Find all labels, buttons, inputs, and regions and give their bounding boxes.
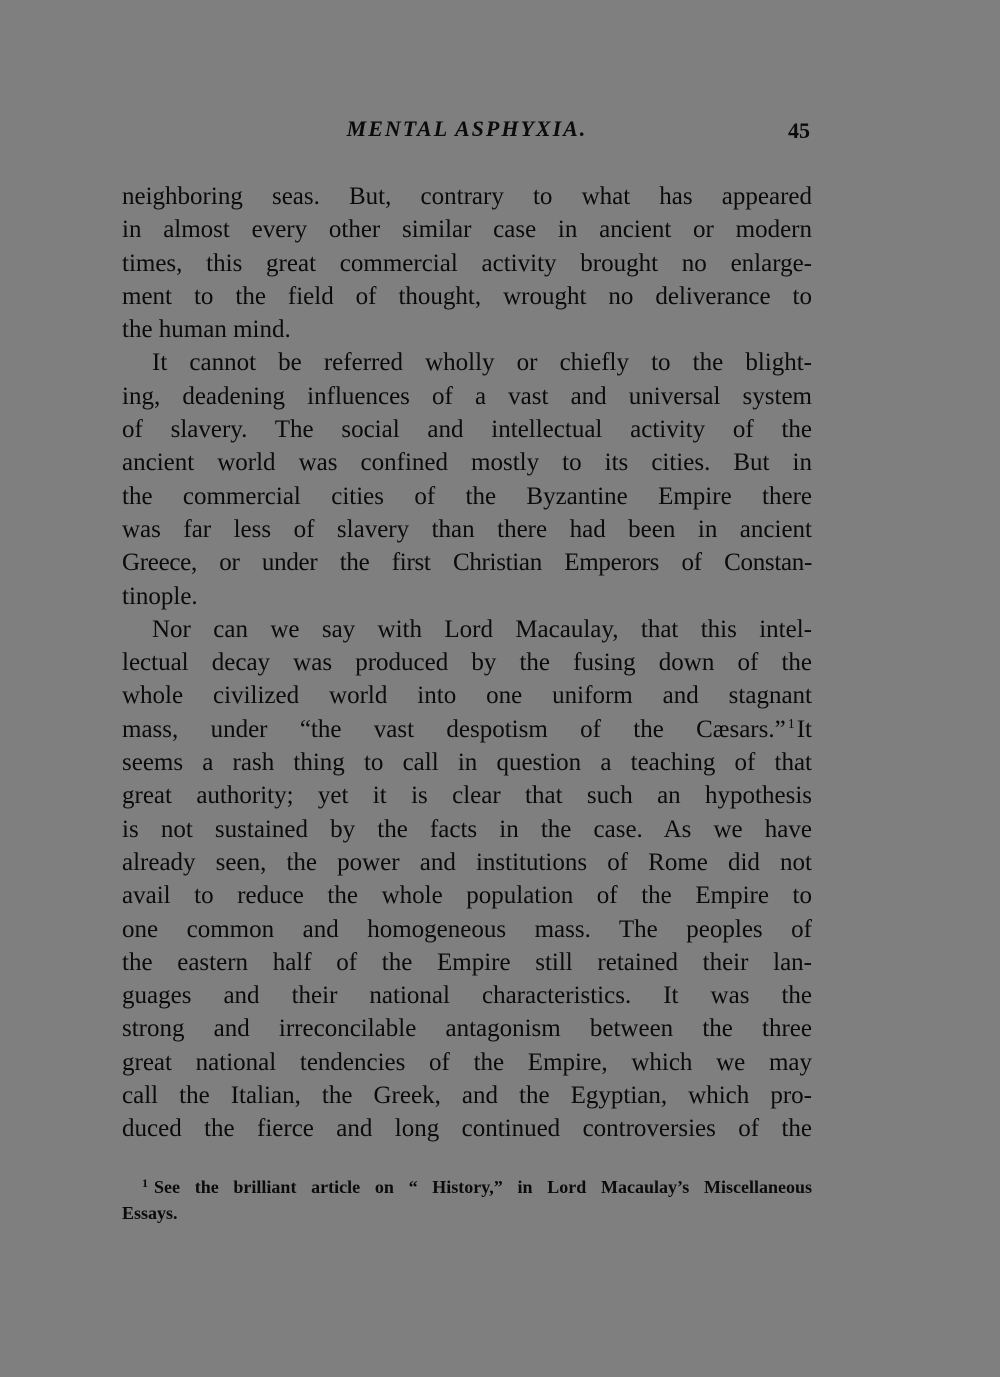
footnote bbox=[122, 1170, 812, 1226]
footnote-text: See the brilliant article on “ History,” in Lord Macaulay’s Miscellaneous bbox=[154, 1177, 812, 1197]
footnote-reference: 1 bbox=[787, 716, 795, 732]
footnote-line bbox=[122, 1170, 812, 1200]
text-line: seems a rash thing to call in question a teaching of that bbox=[122, 749, 812, 777]
text-line-part: mass, under “the vast despotism of the Cæsars.” bbox=[122, 715, 786, 743]
page-number: 45 bbox=[788, 118, 810, 143]
footnote-line: Essays. bbox=[122, 1203, 178, 1223]
text-line: It cannot be referred wholly or chiefly to the blight- bbox=[152, 349, 812, 377]
text-line: duced the fierce and long continued controversies of the bbox=[122, 1115, 812, 1143]
running-title: MENTAL ASPHYXIA. bbox=[346, 116, 588, 141]
text-line: the eastern half of the Empire still retained their lan- bbox=[122, 948, 812, 976]
text-line: strong and irreconcilable antagonism between the three bbox=[122, 1015, 812, 1043]
text-line: the human mind. bbox=[122, 316, 291, 344]
text-line: times, this great commercial activity brought no enlarge- bbox=[122, 249, 812, 277]
text-line: ment to the field of thought, wrought no deliverance to bbox=[122, 282, 812, 310]
text-line: avail to reduce the whole population of the Empire to bbox=[122, 882, 812, 910]
body-text bbox=[122, 180, 812, 1146]
text-line-part: It bbox=[796, 715, 812, 743]
text-line: in almost every other similar case in ancient or modern bbox=[122, 216, 812, 244]
text-line-with-footnote-ref bbox=[122, 713, 812, 746]
text-line: ancient world was confined mostly to its cities. But in bbox=[122, 449, 812, 477]
text-line: the commercial cities of the Byzantine Empire there bbox=[122, 482, 812, 510]
text-line: neighboring seas. But, contrary to what has appeared bbox=[122, 183, 812, 210]
text-line: was far less of slavery than there had been in ancient bbox=[122, 515, 812, 543]
running-header bbox=[122, 114, 812, 150]
text-line: of slavery. The social and intellectual activity of the bbox=[122, 416, 812, 444]
text-line: great national tendencies of the Empire, which we may bbox=[122, 1048, 812, 1076]
text-line: tinople. bbox=[122, 582, 198, 610]
footnote-marker: 1 bbox=[142, 1176, 148, 1190]
text-line: is not sustained by the facts in the case. As we have bbox=[122, 815, 812, 843]
text-line: Nor can we say with Lord Macaulay, that this intel- bbox=[152, 615, 812, 643]
text-line: Greece, or under the first Christian Emperors of Constan- bbox=[122, 549, 812, 577]
text-line: lectual decay was produced by the fusing down of the bbox=[122, 649, 812, 677]
text-line: great authority; yet it is clear that such an hypothesis bbox=[122, 782, 812, 810]
text-line: already seen, the power and institutions of Rome did not bbox=[122, 848, 812, 876]
text-line: one common and homogeneous mass. The peoples of bbox=[122, 915, 812, 943]
text-line: guages and their national characteristics. It was the bbox=[122, 982, 812, 1010]
text-line: ing, deadening influences of a vast and universal system bbox=[122, 382, 812, 410]
text-line: whole civilized world into one uniform and stagnant bbox=[122, 682, 812, 710]
text-line: call the Italian, the Greek, and the Egyptian, which pro- bbox=[122, 1082, 812, 1110]
